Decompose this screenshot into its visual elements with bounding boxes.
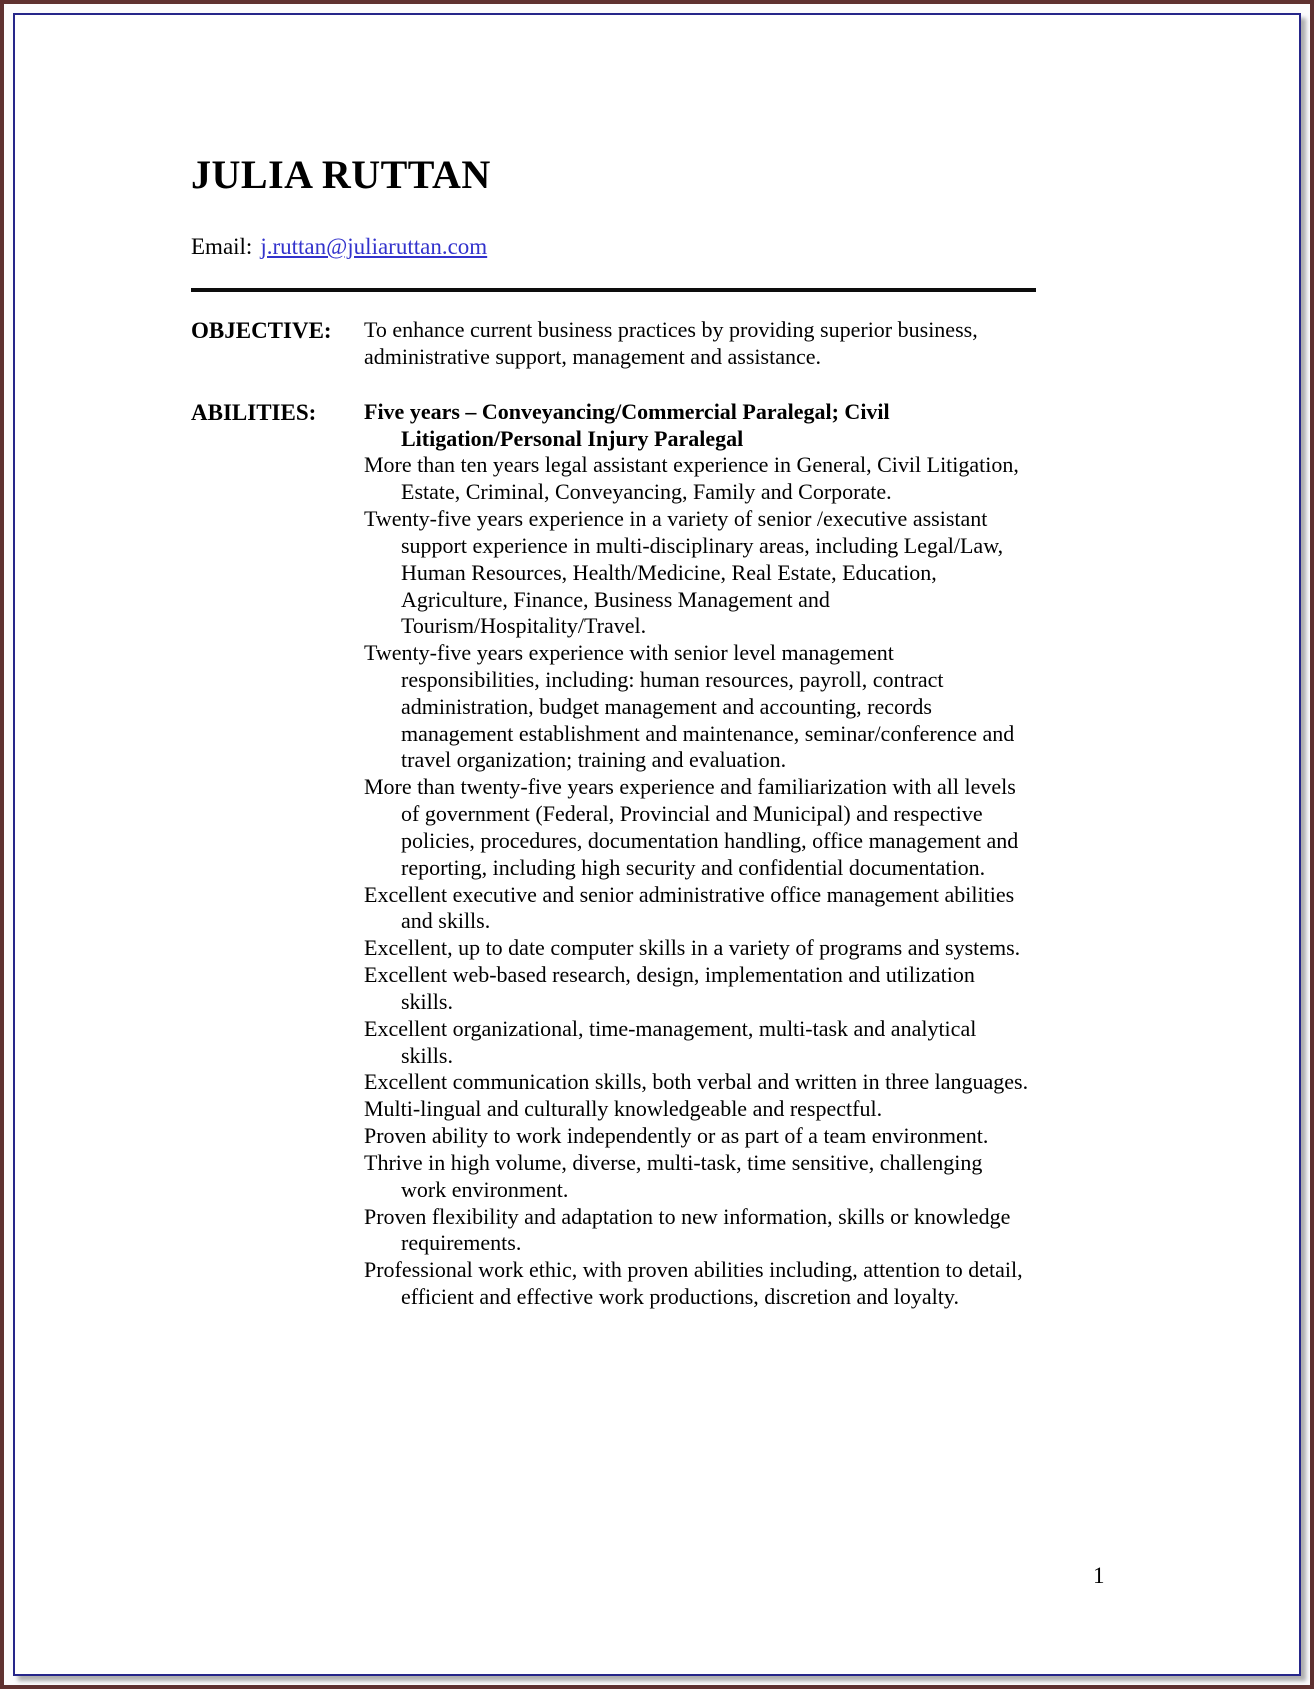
ability-item: Excellent, up to date computer skills in a variety of programs and systems.: [364, 935, 1021, 961]
page-content: [191, 153, 1036, 1311]
objective-body: [364, 317, 1029, 371]
ability-item: Thrive in high volume, diverse, multi-task, time sensitive, challenging work environment.: [364, 1149, 983, 1202]
ability-item: More than ten years legal assistant experience in General, Civil Litigation, Estate, Criminal, Conveyancing, Family and Corporate.: [364, 452, 1019, 505]
person-name-heading: JULIA RUTTAN: [191, 152, 491, 197]
ability-item: Professional work ethic, with proven abilities including, attention to detail, efficient and effective work productions, discretion and loyalty.: [364, 1257, 1023, 1310]
ability-item: Multi-lingual and culturally knowledgeable and respectful.: [364, 1096, 883, 1122]
header-divider: [191, 288, 1036, 292]
email-label: Email:: [191, 234, 253, 259]
ability-item: Excellent organizational, time-management, multi-task and analytical skills.: [364, 1015, 977, 1068]
ability-item: Excellent executive and senior administrative office management abilities and skills.: [364, 881, 1015, 934]
ability-item: Proven ability to work independently or as part of a team environment.: [364, 1123, 989, 1149]
ability-item: Twenty-five years experience in a variety of senior /executive assistant support experience in multi-disciplinary areas, including Legal/Law, Human Resources, Health/Medicine, Real Estate, Education, Agriculture, Finance, Business Management and Tourism/Hospitality/Travel.: [364, 506, 1004, 639]
ability-item: Excellent web-based research, design, implementation and utilization skills.: [364, 962, 975, 1014]
objective-section: [191, 317, 1036, 371]
objective-label: OBJECTIVE:: [191, 318, 332, 344]
ability-item: Excellent communication skills, both verbal and written in three languages.: [364, 1069, 1029, 1095]
email-line: [191, 233, 1036, 261]
ability-item: Twenty-five years experience with senior level management responsibilities, including: human resources, payroll, contract administration, budget management and accounting, records management establishment and maintenance, seminar/conference and travel organization; training and evaluation.: [364, 640, 1015, 773]
abilities-label: ABILITIES:: [191, 399, 317, 425]
abilities-list: [364, 399, 1029, 1311]
ability-item: More than twenty-five years experience and familiarization with all levels of government (Federal, Provincial and Municipal) and respective policies, procedures, documentation handling, office management and reporting, including high security and confidential documentation.: [364, 774, 1019, 880]
ability-item: Five years – Conveyancing/Commercial Paralegal; Civil Litigation/Personal Injury Paralegal: [364, 398, 890, 451]
resume-page: [13, 13, 1301, 1676]
abilities-section: [191, 399, 1036, 1311]
page-number: 1: [1093, 1563, 1105, 1588]
ability-item: Proven flexibility and adaptation to new information, skills or knowledge requirements.: [364, 1203, 1011, 1256]
email-link[interactable]: j.ruttan@juliaruttan.com: [260, 234, 488, 259]
objective-text: To enhance current business practices by providing superior business, administrative support, management and assistance.: [364, 317, 978, 369]
